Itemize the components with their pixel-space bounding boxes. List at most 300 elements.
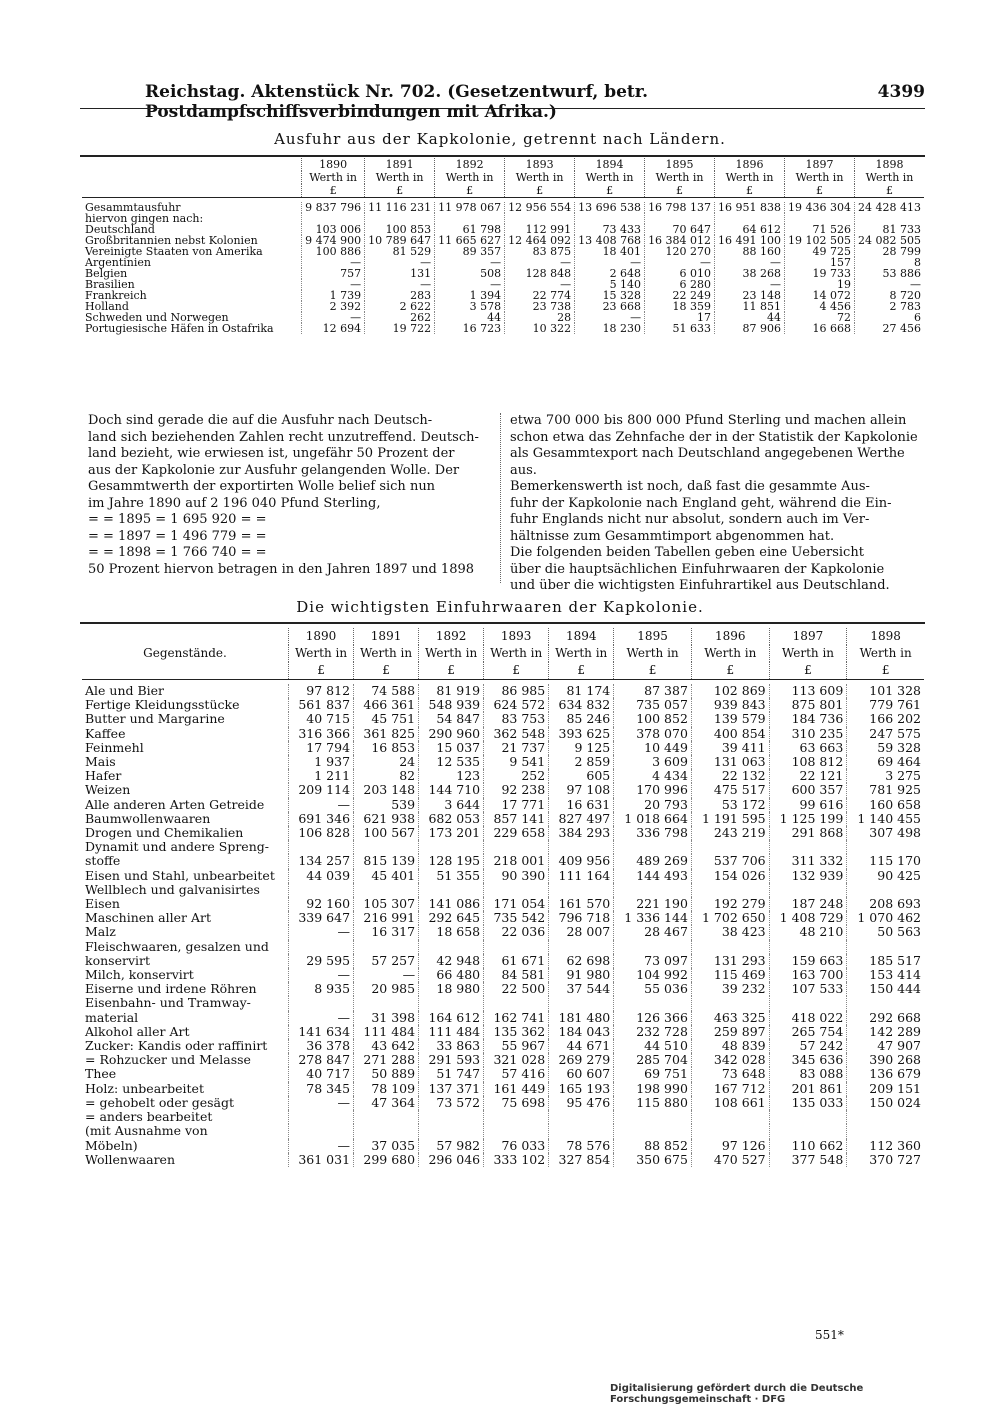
value-cell: 299 680 [354,1153,419,1167]
value-cell: 55 967 [484,1039,549,1053]
value-cell: — [289,1096,354,1110]
row-label: = Rohzucker und Melasse [85,1052,251,1068]
value-cell: 377 548 [769,1153,847,1167]
value-cell: 16 631 [549,798,614,812]
value-cell: 1 140 455 [847,812,924,826]
value-cell: 165 193 [549,1082,614,1096]
value-cell [847,940,924,954]
value-cell: 45 401 [354,869,419,883]
value-cell: 259 897 [691,1025,769,1039]
value-cell: 292 668 [847,1011,924,1025]
table-row [82,1139,924,1153]
value-cell: 1 408 729 [769,911,847,925]
value-cell: 154 026 [691,869,769,883]
row-label: Argentinien [85,256,151,269]
value-cell: 22 121 [769,769,847,783]
value-cell: 31 398 [354,1011,419,1025]
value-cell: 81 919 [419,684,484,698]
value-cell: 167 712 [691,1082,769,1096]
value-cell: — [505,279,575,290]
row-label: Eiserne und irdene Röhren [85,981,257,997]
header-cell-1893: £ [505,184,575,198]
text-line: fuhr Englands nicht nur absolut, sondern auch im Ver- [510,512,870,527]
value-cell: 112 360 [847,1139,924,1153]
value-cell: 290 960 [419,727,484,741]
value-cell: 81 174 [549,684,614,698]
row-label: = anders bearbeitet [85,1109,213,1125]
row-label: Holland [85,300,129,313]
value-cell [847,996,924,1010]
value-cell: 48 839 [691,1039,769,1053]
value-cell [289,883,354,897]
value-cell: 1 739 [302,290,365,301]
value-cell: 92 160 [289,897,354,911]
export-table [82,158,924,334]
value-cell: 600 357 [769,783,847,797]
table-row [82,202,924,213]
value-cell: 113 609 [769,684,847,698]
value-cell: 361 031 [289,1153,354,1167]
header-cell-1893: 1893 [505,158,575,171]
value-cell: 16 853 [354,741,419,755]
row-label: Deutschland [85,223,155,236]
row-label: konservirt [85,952,150,968]
value-cell [419,840,484,854]
row-label: = gehobelt oder gesägt [85,1094,234,1110]
value-cell [484,996,549,1010]
header-cell-1893: Werth in [484,645,549,662]
value-cell: 131 293 [691,954,769,968]
value-cell [847,883,924,897]
value-cell: 69 751 [614,1067,692,1081]
value-cell: 157 [785,257,855,268]
table-row [82,925,924,939]
value-cell: 8 720 [855,290,924,301]
value-cell: 22 036 [484,925,549,939]
header-cell-1894: Werth in [549,645,614,662]
value-cell: 857 141 [484,812,549,826]
header-row [82,645,924,662]
value-cell: 6 010 [645,268,715,279]
value-cell: 39 411 [691,741,769,755]
value-cell: 229 658 [484,826,549,840]
value-cell: 18 401 [575,246,645,257]
value-cell: 221 190 [614,897,692,911]
value-cell: 44 [435,312,505,323]
value-cell: 23 668 [575,301,645,312]
value-cell: 144 710 [419,783,484,797]
value-cell [419,1110,484,1124]
value-cell: 310 235 [769,727,847,741]
value-cell: 3 609 [614,755,692,769]
value-cell: 1 702 650 [691,911,769,925]
value-cell: 73 097 [614,954,692,968]
value-cell: 101 328 [847,684,924,698]
value-cell: 69 464 [847,755,924,769]
value-cell: 37 544 [549,982,614,996]
value-cell [847,1110,924,1124]
value-cell: 218 001 [484,854,549,868]
header-cell-1898: Werth in [855,171,924,184]
text-line: = = 1897 = 1 496 779 = = [88,528,267,544]
value-cell: 192 279 [691,897,769,911]
value-cell: 875 801 [769,698,847,712]
value-cell: 78 576 [549,1139,614,1153]
value-cell: 51 747 [419,1067,484,1081]
header-cell-1892: 1892 [419,628,484,645]
value-cell: 333 102 [484,1153,549,1167]
value-cell: 95 476 [549,1096,614,1110]
value-cell: 82 [354,769,419,783]
header-cell-1898: Werth in [847,645,924,662]
text-column-right [510,413,920,595]
header-cell-1894: 1894 [549,628,614,645]
value-cell [354,940,419,954]
value-cell: 1 937 [289,755,354,769]
value-cell [614,1124,692,1138]
value-cell: 3 578 [435,301,505,312]
value-cell: 111 484 [419,1025,484,1039]
text-line: 50 Prozent hiervon betragen in den Jahren 1897 und 1898 [88,561,475,577]
value-cell: 33 863 [419,1039,484,1053]
header-cell-1894: 1894 [575,158,645,171]
row-label: Frankreich [85,289,147,302]
row-label: Mais [85,754,116,770]
value-cell: 22 500 [484,982,549,996]
text-line: = = 1898 = 1 766 740 = = [88,545,267,560]
value-cell: 378 070 [614,727,692,741]
table-row [82,783,924,797]
row-label: Möbeln) [85,1137,138,1153]
value-cell [614,1110,692,1124]
value-cell: 16 317 [354,925,419,939]
value-cell: 390 268 [847,1053,924,1067]
table-row [82,826,924,840]
value-cell: 24 [354,755,419,769]
header-cell-1895: £ [614,662,692,680]
value-cell: 53 886 [855,268,924,279]
text-line: über die hauptsächlichen Einfuhrwaaren der Kapkolonie [510,561,885,577]
value-cell: 9 837 796 [302,202,365,213]
value-cell: 12 694 [302,323,365,334]
text-line: im Jahre 1890 auf 2 196 040 Pfund Sterling, [88,495,381,511]
row-label: Wellblech und galvanisirtes [85,881,260,897]
row-label: Alkohol aller Art [85,1023,190,1039]
value-cell: 327 854 [549,1153,614,1167]
value-cell: 12 535 [419,755,484,769]
value-cell: 9 125 [549,741,614,755]
value-cell: 735 057 [614,698,692,712]
value-cell: 198 990 [614,1082,692,1096]
value-cell: 11 978 067 [435,202,505,213]
value-cell: 85 246 [549,712,614,726]
value-cell [354,840,419,854]
value-cell: 24 428 413 [855,202,924,213]
value-cell: 184 043 [549,1025,614,1039]
value-cell: — [645,257,715,268]
header-row [82,184,924,198]
value-cell: 153 414 [847,968,924,982]
value-cell: 91 980 [549,968,614,982]
table-row [82,741,924,755]
value-cell: 135 362 [484,1025,549,1039]
value-cell: 59 328 [847,741,924,755]
value-cell: 262 [365,312,435,323]
table-row [82,1039,924,1053]
value-cell: 61 671 [484,954,549,968]
value-cell: 252 [484,769,549,783]
value-cell: 97 812 [289,684,354,698]
header-cell-1895: £ [645,184,715,198]
value-cell: 28 [505,312,575,323]
value-cell: 161 570 [549,897,614,911]
value-cell: — [575,312,645,323]
value-cell: 181 480 [549,1011,614,1025]
row-label: Malz [85,924,116,940]
row-label: Baumwollenwaaren [85,810,211,826]
value-cell: 111 484 [354,1025,419,1039]
row-label: Eisen und Stahl, unbearbeitet [85,867,275,883]
row-label: Belgien [85,267,128,280]
value-cell: 4 456 [785,301,855,312]
value-cell: 105 307 [354,897,419,911]
value-cell [549,1124,614,1138]
value-cell: 92 238 [484,783,549,797]
table-row [82,769,924,783]
value-cell: 624 572 [484,698,549,712]
value-cell [847,1124,924,1138]
table-row [82,854,924,868]
table-row [82,213,924,224]
value-cell: 409 956 [549,854,614,868]
value-cell: 111 164 [549,869,614,883]
text-line: hältnisse zum Gesammtimport abgenommen hat. [510,528,835,544]
value-cell: 209 151 [847,1082,924,1096]
value-cell: 271 288 [354,1053,419,1067]
header-cell-1898: 1898 [847,628,924,645]
column-separator [500,413,501,583]
value-cell: 83 088 [769,1067,847,1081]
value-cell: 17 771 [484,798,549,812]
value-cell [419,996,484,1010]
text-line: Gesammtwerth der exportirten Wolle belief sich nun [88,479,436,494]
value-cell: 339 647 [289,911,354,925]
value-cell [484,1110,549,1124]
value-cell: 11 851 [715,301,785,312]
text-line: als Gesammtexport nach Deutschland angegebenen Werthe aus. [510,446,905,478]
value-cell: 247 575 [847,727,924,741]
text-line: Doch sind gerade die auf die Ausfuhr nach Deutsch- [88,413,433,428]
value-cell: 40 717 [289,1067,354,1081]
header-cell-1894: £ [549,662,614,680]
value-cell: — [289,1139,354,1153]
table-row [82,1025,924,1039]
value-cell: 19 722 [365,323,435,334]
value-cell: 28 467 [614,925,692,939]
value-cell [614,996,692,1010]
table-row [82,1096,924,1110]
value-cell: 8 [855,257,924,268]
header-label-cell [82,628,289,645]
value-cell: 23 148 [715,290,785,301]
value-cell: 12 464 092 [505,235,575,246]
value-cell: 781 925 [847,783,924,797]
value-cell: 269 279 [549,1053,614,1067]
value-cell: 97 108 [549,783,614,797]
value-cell: 70 647 [645,224,715,235]
value-cell: 76 033 [484,1139,549,1153]
value-cell: 29 595 [289,954,354,968]
row-label: Maschinen aller Art [85,910,212,926]
value-cell [691,840,769,854]
value-cell: 40 715 [289,712,354,726]
table-row [82,712,924,726]
value-cell: 10 322 [505,323,575,334]
header-cell-1896: Werth in [691,645,769,662]
value-cell [769,840,847,854]
header-cell-1890: 1890 [289,628,354,645]
value-cell: 86 985 [484,684,549,698]
value-cell [484,940,549,954]
value-cell: 17 794 [289,741,354,755]
signature-mark: 551* [815,1328,844,1342]
value-cell: 87 387 [614,684,692,698]
text-line: Bemerkenswerth ist noch, daß fast die gesammte Aus- [510,479,870,494]
value-cell: 89 357 [435,246,505,257]
header-cell-1898: 1898 [855,158,924,171]
value-cell: 28 799 [855,246,924,257]
value-cell: 621 938 [354,812,419,826]
header-row [82,662,924,680]
header-cell-1893: 1893 [484,628,549,645]
text-column-left [88,413,493,578]
row-label: Butter und Margarine [85,711,225,727]
value-cell: 44 510 [614,1039,692,1053]
value-cell: 63 663 [769,741,847,755]
header-cell-1894: Werth in [575,171,645,184]
row-label: Dynamit und andere Spreng- [85,839,269,855]
value-cell: 115 469 [691,968,769,982]
row-label: Fertige Kleidungsstücke [85,697,240,713]
value-cell: 47 907 [847,1039,924,1053]
header-cell-1895: Werth in [645,171,715,184]
value-cell: 137 371 [419,1082,484,1096]
value-cell: 1 211 [289,769,354,783]
table-row [82,1124,924,1138]
row-label: Brasilien [85,278,135,291]
value-cell: 6 280 [645,279,715,290]
value-cell: 110 662 [769,1139,847,1153]
header-cell-1890: £ [302,184,365,198]
value-cell [691,883,769,897]
value-cell: 285 704 [614,1053,692,1067]
value-cell: — [715,279,785,290]
value-cell: 73 572 [419,1096,484,1110]
value-cell: 345 636 [769,1053,847,1067]
value-cell: 489 269 [614,854,692,868]
value-cell: 10 449 [614,741,692,755]
value-cell: 548 939 [419,698,484,712]
value-cell: 23 738 [505,301,575,312]
table-row [82,698,924,712]
value-cell: 508 [435,268,505,279]
value-cell: 103 006 [302,224,365,235]
value-cell [847,840,924,854]
value-cell: 537 706 [691,854,769,868]
value-cell: 3 275 [847,769,924,783]
value-cell: 14 072 [785,290,855,301]
row-label: Zucker: Kandis oder raffinirt [85,1038,268,1054]
header-cell-1896: £ [691,662,769,680]
value-cell: 321 028 [484,1053,549,1067]
value-cell: 44 671 [549,1039,614,1053]
table1-title: Ausfuhr aus der Kapkolonie, getrennt nach Ländern. [274,130,726,148]
value-cell: 466 361 [354,698,419,712]
row-label: Alle anderen Arten Getreide [85,796,265,812]
header-cell-1891: £ [365,184,435,198]
value-cell: 108 812 [769,755,847,769]
value-cell: 132 939 [769,869,847,883]
header-cell-1898: £ [847,662,924,680]
value-cell: 16 951 838 [715,202,785,213]
header-cell-1891: 1891 [365,158,435,171]
value-cell: 45 751 [354,712,419,726]
value-cell: 22 132 [691,769,769,783]
row-label: Eisenbahn- und Tramway- [85,995,251,1011]
value-cell: 13 408 768 [575,235,645,246]
value-cell: 120 270 [645,246,715,257]
value-cell: 779 761 [847,698,924,712]
value-cell: 13 696 538 [575,202,645,213]
value-cell [549,883,614,897]
header-cell-1896: Werth in [715,171,785,184]
value-cell: 57 257 [354,954,419,968]
value-cell: 15 037 [419,741,484,755]
text-line: schon etwa das Zehnfache der in der Statistik der Kapkolonie [510,429,918,445]
value-cell: 142 289 [847,1025,924,1039]
table-row [82,911,924,925]
value-cell: 51 633 [645,323,715,334]
value-cell: 50 889 [354,1067,419,1081]
value-cell: 350 675 [614,1153,692,1167]
table-row [82,268,924,279]
table-row [82,246,924,257]
value-cell [614,883,692,897]
header-cell-1891: £ [354,662,419,680]
text-line: und über die wichtigsten Einfuhrartikel aus Deutschland. [510,578,890,593]
value-cell: — [354,968,419,982]
import-table [82,628,924,1167]
value-cell: 141 634 [289,1025,354,1039]
value-cell: — [365,257,435,268]
table-row [82,1053,924,1067]
value-cell: 10 789 647 [365,235,435,246]
table-row [82,798,924,812]
value-cell: 19 436 304 [785,202,855,213]
value-cell: 100 852 [614,712,692,726]
header-cell-1892: Werth in [419,645,484,662]
value-cell: 24 082 505 [855,235,924,246]
value-cell: 9 474 900 [302,235,365,246]
row-label: Thee [85,1066,117,1082]
text-line: etwa 700 000 bis 800 000 Pfund Sterling und machen allein [510,413,907,428]
table-row [82,755,924,769]
value-cell: 418 022 [769,1011,847,1025]
value-cell: 19 733 [785,268,855,279]
value-cell: 311 332 [769,854,847,868]
value-cell: — [302,312,365,323]
value-cell: 384 293 [549,826,614,840]
